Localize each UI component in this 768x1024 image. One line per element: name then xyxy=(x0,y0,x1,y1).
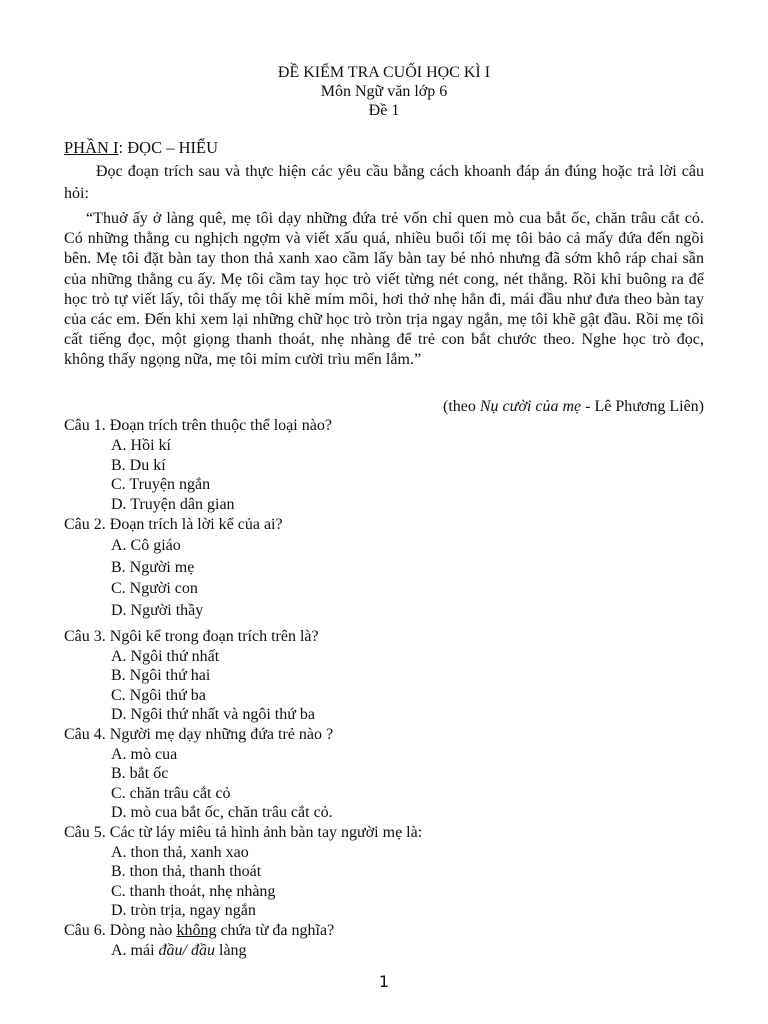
question-text-emphasis: không xyxy=(176,922,217,939)
reading-passage: “Thuở ấy ở làng quê, mẹ tôi dạy những đứa trẻ vốn chỉ quen mò cua bắt ốc, chăn trâu cắt cỏ. Có những thằng cu nghịch ngợm và viết xấu quá, nhiều buổi tối mẹ tôi bảo cả mấy đứa đến ngồi bên. Mẹ tôi đặt bàn tay thon thả xanh xao cầm lấy bàn tay bé nhỏ nhưng đã sớm khô ráp chai sần của những thằng cu ấy. Mẹ tôi cầm tay học trò viết từng nét cong, nét thẳng. Rồi khi buông ra để học trò tự viết lấy, tôi thấy mẹ tôi khẽ mím môi, hơi thở nhẹ hẳn đi, mái đầu như đưa theo bàn tay của các em. Đến khi xem lại những chữ học trò tròn trịa ngay ngắn, mẹ tôi khẽ gật đầu. Rồi mẹ tôi cất tiếng đọc, một giọng thanh thoát, nhẹ nhàng để trẻ con bắt chước theo. Nghe học trò đọc, không thấy ngọng nữa, mẹ tôi mỉm cười trìu mến lắm.” xyxy=(64,210,704,369)
question-2 xyxy=(64,514,283,621)
option-c: C. Truyện ngắn xyxy=(111,476,211,494)
question-text: Câu 2. Đoạn trích là lời kể của ai? xyxy=(64,516,283,533)
option-c: C. Ngôi thứ ba xyxy=(111,686,206,704)
option-a: A. mò cua xyxy=(111,745,178,763)
question-4 xyxy=(64,725,333,823)
section-title: : ĐỌC – HIỂU xyxy=(118,138,218,157)
source-work: Nụ cười của mẹ xyxy=(479,398,582,415)
option-d: D. mò cua bắt ốc, chăn trâu cắt cỏ. xyxy=(111,804,333,822)
option-d: D. Người thầy xyxy=(111,601,204,619)
passage-source xyxy=(443,397,704,417)
option-c: C. chăn trâu cắt cỏ xyxy=(111,784,231,802)
page-number: 1 xyxy=(378,972,390,991)
source-open: (theo xyxy=(442,398,480,415)
question-5 xyxy=(64,823,422,921)
option-a: A. Hồi kí xyxy=(111,436,171,454)
option-a-italic: đầu/ đầu xyxy=(158,941,215,959)
option-c: C. Người con xyxy=(111,580,198,598)
option-a xyxy=(64,941,334,961)
option-c: C. thanh thoát, nhẹ nhàng xyxy=(111,882,276,900)
option-d: D. Ngôi thứ nhất và ngôi thứ ba xyxy=(111,706,315,724)
question-text: Câu 4. Người mẹ dạy những đứa trẻ nào ? xyxy=(64,726,334,743)
option-b: B. Người mẹ xyxy=(111,558,195,576)
exam-title: ĐỀ KIỂM TRA CUỐI HỌC KÌ I xyxy=(277,64,491,81)
option-b: B. thon thả, thanh thoát xyxy=(111,863,262,881)
question-text-pre: Câu 6. Dòng nào xyxy=(64,922,177,939)
exam-header xyxy=(0,63,768,120)
question-text: Câu 5. Các từ láy miêu tả hình ảnh bàn tay người mẹ là: xyxy=(64,824,423,841)
option-b: B. Du kí xyxy=(111,456,166,474)
option-d: D. Truyện dân gian xyxy=(111,496,235,514)
option-b: B. bắt ốc xyxy=(111,765,169,783)
question-6 xyxy=(64,921,334,960)
section-heading xyxy=(64,138,218,158)
option-a: A. Cô giáo xyxy=(111,537,181,555)
option-a: A. thon thả, xanh xao xyxy=(111,843,249,861)
option-a-pre: A. mái xyxy=(111,941,159,959)
exam-number: Đề 1 xyxy=(368,102,400,119)
option-d: D. tròn trịa, ngay ngắn xyxy=(111,902,256,920)
option-b: B. Ngôi thứ hai xyxy=(111,667,211,685)
question-text-post: chứa từ đa nghĩa? xyxy=(216,922,335,939)
question-text xyxy=(64,921,334,941)
question-text: Câu 3. Ngôi kể trong đoạn trích trên là? xyxy=(64,628,319,645)
instruction-text: Đọc đoạn trích sau và thực hiện các yêu cầu bằng cách khoanh đáp án đúng hoặc trả lời câu hỏi: xyxy=(64,163,704,202)
option-a-post: làng xyxy=(215,941,247,959)
question-text: Câu 1. Đoạn trích trên thuộc thể loại nào? xyxy=(64,417,332,434)
question-3 xyxy=(64,627,319,725)
exam-subject: Môn Ngữ văn lớp 6 xyxy=(320,83,448,100)
source-author: - Lê Phương Liên) xyxy=(581,398,704,415)
question-1 xyxy=(64,416,332,515)
section-label: PHẦN I xyxy=(64,138,119,157)
option-a: A. Ngôi thứ nhất xyxy=(111,647,220,665)
